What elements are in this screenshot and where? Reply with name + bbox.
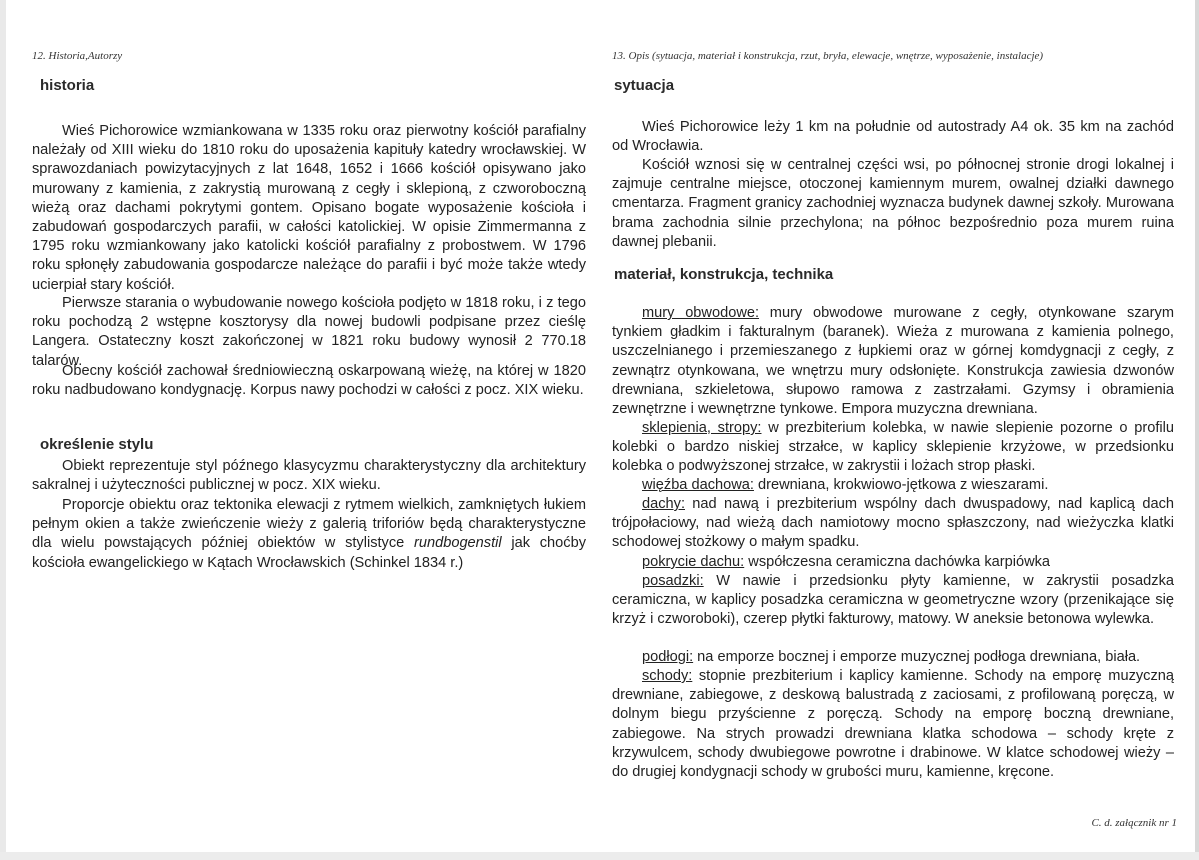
section-title-material: materiał, konstrukcja, technika [614, 266, 834, 283]
material-item-label: sklepienia, stropy: [642, 420, 762, 436]
sytuacja-paragraph-1: Wieś Pichorowice leży 1 km na południe od autostrady A4 ok. 35 km na zachód od Wrocławia. [612, 119, 1174, 155]
page-footer-note: C. d. załącznik nr 1 [1091, 817, 1177, 829]
styl-paragraph-1: Obiekt reprezentuje styl późnego klasycyzmu charakterystyczny dla architektury sakralnej i użyteczności publicznej w pocz. XIX wieku. [32, 458, 586, 494]
scan-bottom-edge [0, 852, 1199, 860]
material-item-label: podłogi: [642, 649, 694, 665]
material-item-mury: mury obwodowe: mury obwodowe murowane z cegły, otynkowane szarym tynkiem gładkim i fakturalnym (baranek). Wieża z murowana z kamienia polnego, uszczelnianego i przemieszanego z łupkiemi oraz w górnej komdygnacji z cegły, z zewnątrz otynkowana, we wnętrzu mury odsłonięte. Konstrukcja zawiesia dzwonów drewniana, szkieletowa, słupowo ramowa z zastrzałami. Gzymsy i obramienia zewnętrzne i wewnętrzne tynkowe. Empora muzyczna drewniana. [612, 305, 1174, 418]
rundbogenstil-term: rundbogenstil [414, 535, 502, 552]
material-item-posadzki: posadzki: W nawie i przedsionku płyty kamienne, w zakrystii posadzka ceramiczna, w kaplicy posadzka ceramiczna w geometryczne wzory (przenikające się krzyż i czworoboki), czerep płytki fakturowy, matowy. W aneksie betonowa wylewka. [612, 573, 1174, 628]
material-item-podlogi: podłogi: na emporze bocznej i emporze muzycznej podłoga drewniana, biała. [642, 649, 1141, 665]
material-item-pokrycie: pokrycie dachu: współczesna ceramiczna dachówka karpiówka [642, 554, 1051, 570]
material-item-sklepienia: sklepienia, stropy: w prezbiterium kolebka, w nawie slepienie pozorne o profilu kolebki o bardzo niskiej strzałce, w kaplicy sklepienie krzyżowe, w przedsionku kolebka o podwyższonej strzałce, w zakrystii i lożach strop płaski. [612, 420, 1175, 475]
left-page-header: 12. Historia,Autorzy [32, 50, 123, 62]
section-title-styl: określenie stylu [40, 436, 154, 453]
material-item-wiezba: więźba dachowa: drewniana, krokwiowo-jętkowa z wieszarami. [642, 477, 1049, 493]
material-item-label: pokrycie dachu: [642, 554, 745, 570]
styl-paragraph-2: Proporcje obiektu oraz tektonika elewacji z rytmem wielkich, zamkniętych łukiem pełnym okien a także zwieńczenie wieży z galerią triforiów będą charakterystyczne dla wielu powstających później obiektów w stylistyce rundbogenstil jak choćby kościoła ewangelickiego w Kątach Wrocławskich (Schinkel 1834 r.) [32, 497, 586, 571]
material-item-label: schody: [642, 668, 693, 684]
material-item-dachy: dachy: nad nawą i prezbiterium wspólny dach dwuspadowy, nad kaplicą dach trójpołaciowy, nad wieżą dach namiotowy mocno spłaszczony, nad wieżyczka klatki schodowej stożkowy o małym spadku. [612, 496, 1174, 551]
material-item-schody: schody: stopnie prezbiterium i kaplicy kamienne. Schody na emporę muzyczną drewniane, zabiegowe, z deskową balustradą z zaciosami, z profilowaną poręczą, w dolnym biegu przyścienne z poręczą. Schody na emporę boczną drewniane, zabiegowe. Na strych prowadzi drewniana klatka schodowa – schody kręte z krzywulcem, schody dwubiegowe powrotne i drabinowe. W klatce schodowej wieży – do drugiej kondygnacji schody w grubości muru, kamienne, kręcone. [612, 668, 1174, 781]
scan-left-edge [0, 0, 6, 860]
scan-right-edge [1195, 0, 1199, 860]
section-title-historia: historia [40, 77, 95, 94]
material-item-label: więźba dachowa: [642, 477, 754, 493]
historia-paragraph-1: Wieś Pichorowice wzmiankowana w 1335 roku oraz pierwotny kościół parafialny należały od XIII wieku do 1810 roku do uposażenia kapituły katedry wrocławskiej. W sprawozdaniach powizytacyjnych z lat 1648, 1652 i 1666 kościół opisywano jako murowany z kamienia, z zakrystią murowaną z cegły i sklepioną, z czworoboczną wieżą oraz dachami pokrytymi gontem. Opisano bogate wyposażenie kościoła i zabudowań gospodarczych parafii, w całości katolickiej. W opisie Zimmermanna z 1795 roku wzmiankowany jako katolicki kościół parafialny z probostwem. W 1796 roku spłonęły zabudowania gospodarcze należące do parafii i być może także wtedy ucierpiał stary kościół. [32, 123, 586, 293]
sytuacja-paragraph-2: Kościół wznosi się w centralnej części wsi, po północnej stronie drogi lokalnej i zajmuje centralne miejsce, otoczonej kamiennym murem, owalnej działki dawnego cmentarza. Fragment granicy zachodniej wyznacza budynek dawnej szkoły. Murowana brama zachodnia silnie przechylona; na północ bezpośrednio poza murem ruina dawnej plebanii. [612, 157, 1174, 250]
historia-paragraph-3: Obecny kościół zachował średniowieczną oskarpowaną wieżę, na której w 1820 roku nadbudowano kondygnację. Korpus nawy pochodzi w całości z pocz. XIX wieku. [32, 363, 586, 399]
historia-paragraph-2: Pierwsze starania o wybudowanie nowego kościoła podjęto w 1818 roku, i z tego roku pochodzą 2 wstępne kosztorysy dla nowej budowli podpisane przez cieślę Langera. Ostateczny koszt zakończonej w 1821 roku budowy wynosił 2 770.18 talarów. [32, 295, 586, 369]
material-item-label: dachy: [642, 496, 685, 512]
right-page-header: 13. Opis (sytuacja, materiał i konstrukcja, rzut, bryła, elewacje, wnętrze, wyposażenie, instalacje) [612, 50, 1044, 62]
material-item-label: mury obwodowe: [642, 305, 760, 321]
section-title-sytuacja: sytuacja [614, 77, 675, 94]
material-item-label: posadzki: [642, 573, 704, 589]
